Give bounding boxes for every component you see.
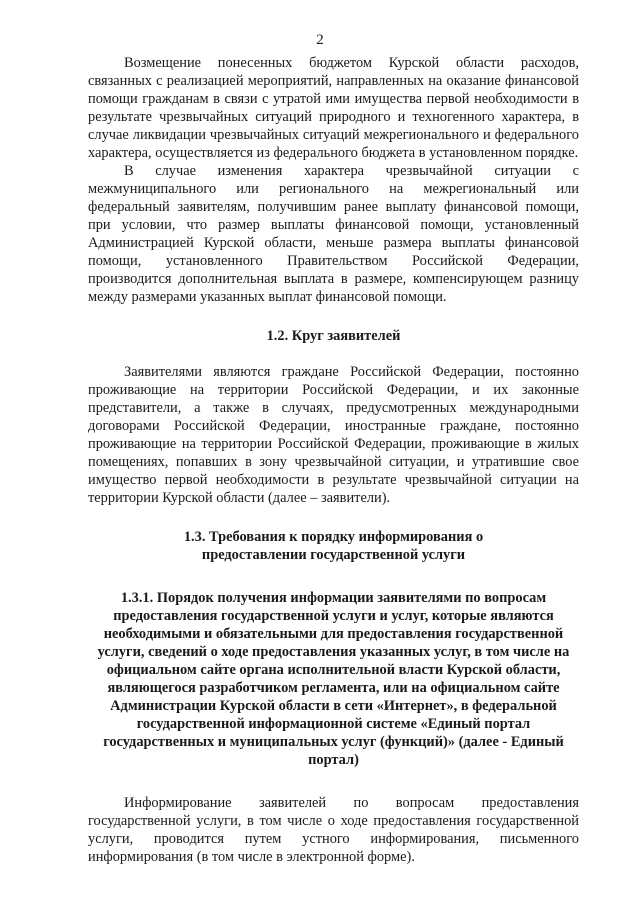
heading-line: предоставлении государственной услуги (201, 547, 466, 563)
paragraph-applicants: Заявителями являются граждане Российской Федерации, постоянно проживающие на территории Российской Федерации, и их законные представители, а также в случаях, предусмотренных международными договорами Российской Федерации, иностранные граждане, постоянно проживающие на территории Российской Федерации, проживающие в жилых помещениях, попавших в зону чрезвычайной ситуации, и утратившие свое имущество первой необходимости в результате чрезвычайной ситуации на территории Курской области (далее – заявители). (88, 364, 579, 506)
section-heading-informing-requirements (88, 528, 579, 564)
page-number: 2 (316, 32, 324, 48)
heading-line: 1.3. Требования к порядку информирования о (183, 529, 484, 545)
document-body (88, 54, 579, 866)
paragraph-informing: Информирование заявителей по вопросам предоставления государственной услуги, в том числе о ходе предоставления государственной услуги, проводится путем устного информирования, письменного информирования (в том числе в электронной форме). (88, 795, 579, 865)
subsection-heading-information-procedure: 1.3.1. Порядок получения информации заявителями по вопросам предоставления государственной услуги и услуг, которые являются необходимыми и обязательными для предоставления государственной услуги, сведений о ходе предоставления указанных услуг, в том числе на официальном сайте органа исполнительной власти Курской области, являющегося разработчиком регламента, или на официальном сайте Администрации Курской области в сети «Интернет», в федеральной государственной информационной системе «Единый портал государственных и муниципальных услуг (функций)» (далее - Единый портал) (97, 590, 570, 768)
paragraph-compensation: Возмещение понесенных бюджетом Курской области расходов, связанных с реализацией мероприятий, направленных на оказание финансовой помощи гражданам в связи с утратой ими имущества первой необходимости в результате чрезвычайных ситуаций природного и техногенного характера, в случае ликвидации чрезвычайных ситуаций межрегионального и федерального характера, осуществляется из федерального бюджета в установленном порядке. (88, 55, 579, 161)
paragraph-additional-payment: В случае изменения характера чрезвычайной ситуации с межмуниципального или регионального на межрегиональный или федеральный заявителям, получившим ранее выплату финансовой помощи, при условии, что размер выплаты финансовой помощи, установленный Администрацией Курской области, меньше размера выплаты финансовой помощи, установленного Правительством Российской Федерации, производится дополнительная выплата в размере, компенсирующем разницу между размерами указанных выплат финансовой помощи. (88, 163, 579, 305)
section-heading-applicants: 1.2. Круг заявителей (266, 328, 401, 344)
